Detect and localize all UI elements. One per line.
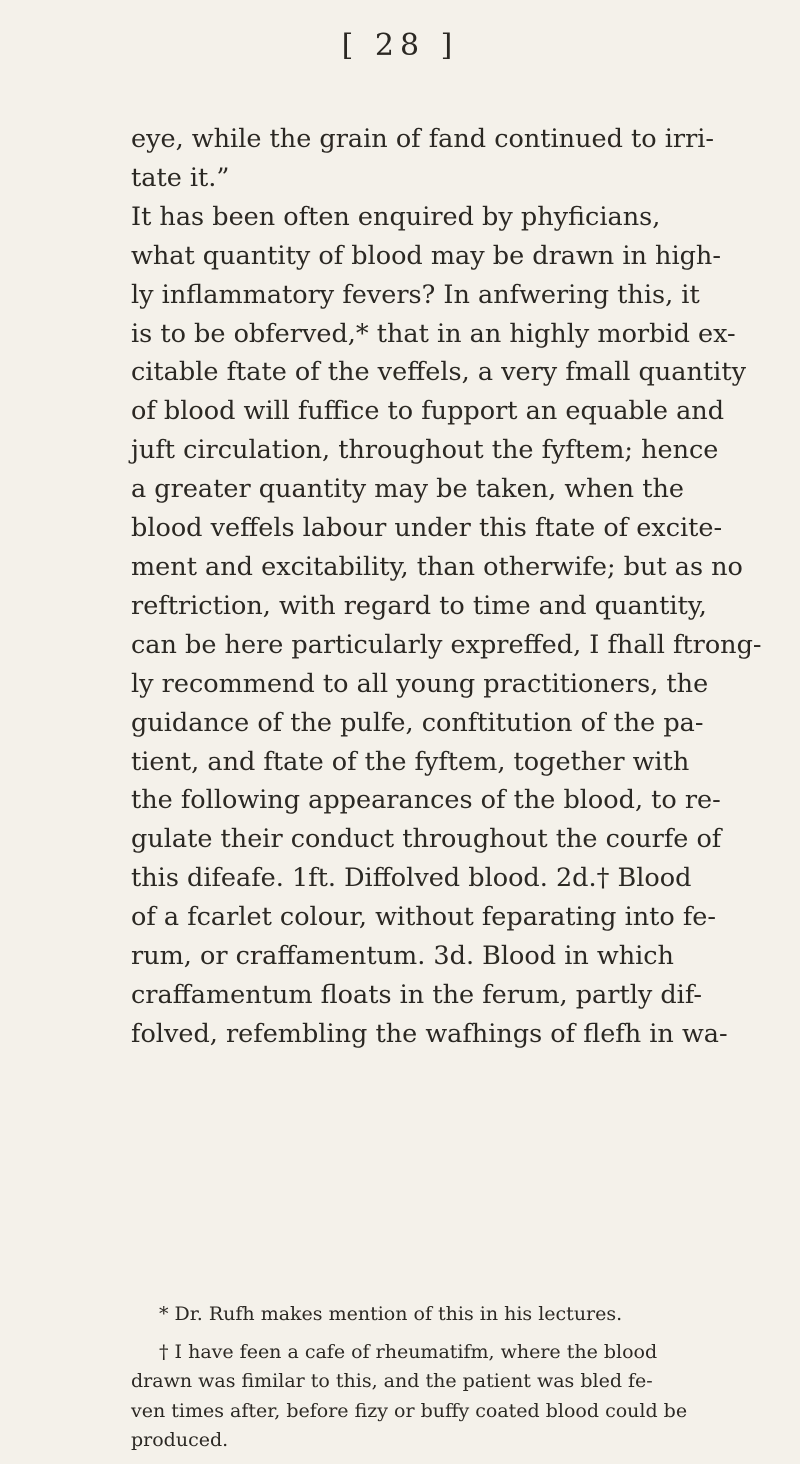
text-line: tient, and ftate of the fyftem, together with <box>131 746 690 777</box>
text-line: juft circulation, throughout the fyftem; hence <box>131 435 719 466</box>
page-number-header: [ 28 ] <box>341 28 459 63</box>
text-line: tate it.” <box>131 162 230 193</box>
paragraph-continuation <box>131 120 743 198</box>
text-line: craffamentum floats in the ferum, partly dif- <box>131 979 702 1010</box>
body-text <box>131 120 762 1054</box>
text-line: this difeafe. 1ft. Diffolved blood. 2d.† Blood <box>131 863 692 894</box>
footnote-line: drawn was fimilar to this, and the patient was bled fe- <box>131 1370 653 1392</box>
text-line: ment and excitability, than otherwife; but as no <box>131 551 743 582</box>
footnote-line: † I have feen a cafe of rheumatifm, where the blood <box>159 1340 658 1363</box>
text-line: eye, while the grain of fand continued to irri- <box>131 124 715 154</box>
text-line: rum, or craffamentum. 3d. Blood in which <box>131 941 674 972</box>
text-line: folved, refembling the wafhings of flefh in wa- <box>131 1018 728 1049</box>
footnote-line: * Dr. Rufh makes mention of this in his lectures. <box>159 1303 623 1325</box>
text-line: It has been often enquired by phyficians, <box>131 201 661 232</box>
text-line: ly recommend to all young practitioners, the <box>131 668 709 699</box>
footnote-line: produced. <box>131 1429 229 1451</box>
footnote-asterisk <box>131 1300 743 1330</box>
text-line: guidance of the pulfe, conftitution of the pa- <box>131 707 704 738</box>
text-line: of blood will fuffice to fupport an equable and <box>131 396 725 427</box>
text-line: can be here particularly expreffed, I fhall ftrong- <box>131 629 762 660</box>
text-line: ly inflammatory fevers? In anfwering this, it <box>131 279 700 310</box>
text-line: blood veffels labour under this ftate of excite- <box>131 513 723 544</box>
text-line: the following appearances of the blood, to re- <box>131 785 721 816</box>
text-line: citable ftate of the veffels, a very fmall quantity <box>131 357 746 388</box>
text-line: gulate their conduct throughout the courfe of <box>131 824 722 855</box>
text-line: of a fcarlet colour, without feparating into fe- <box>131 902 716 933</box>
footnotes <box>131 1300 743 1464</box>
footnote-line: ven times after, before fizy or buffy coated blood could be <box>131 1399 688 1422</box>
text-line: what quantity of blood may be drawn in high- <box>131 240 721 271</box>
text-line: a greater quantity may be taken, when the <box>131 474 684 505</box>
footnote-dagger <box>131 1338 743 1456</box>
text-line: reftriction, with regard to time and quantity, <box>131 590 707 621</box>
text-line: is to be obferved,* that in an highly morbid ex- <box>131 318 736 349</box>
paragraph-main <box>131 198 762 1054</box>
